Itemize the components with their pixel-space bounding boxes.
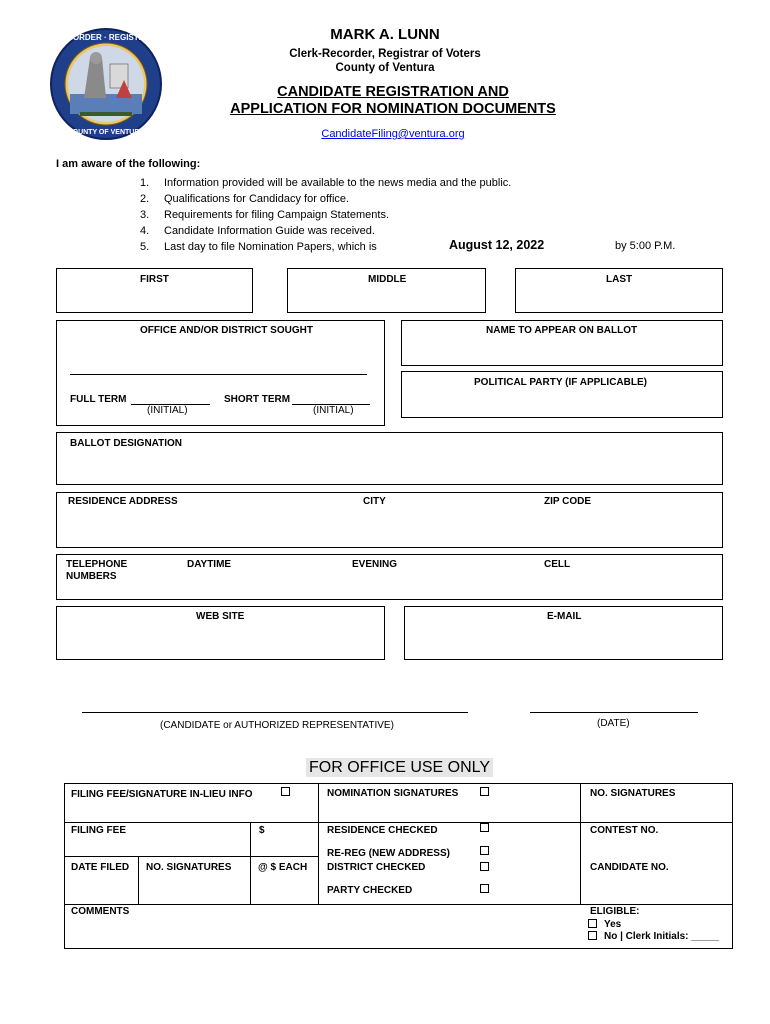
clerk-office: Clerk-Recorder, Registrar of Voters <box>289 48 481 60</box>
last-name-label: LAST <box>606 274 633 285</box>
residence-checked-label: RESIDENCE CHECKED <box>327 825 438 836</box>
awareness-heading: I am aware of the following: <box>56 158 201 170</box>
eligible-yes-checkbox[interactable] <box>588 919 597 928</box>
website-label: WEB SITE <box>196 611 245 622</box>
rereg-label: RE-REG (NEW ADDRESS) <box>327 848 450 859</box>
list-item: 4. Candidate Information Guide was received. <box>140 225 375 237</box>
signature-caption: (CANDIDATE or AUTHORIZED REPRESENTATIVE) <box>160 720 394 731</box>
name-on-ballot-label: NAME TO APPEAR ON BALLOT <box>486 325 638 336</box>
district-checked-checkbox[interactable] <box>480 862 489 871</box>
residence-address-label: RESIDENCE ADDRESS <box>68 496 178 507</box>
office-use-heading: FOR OFFICE USE ONLY <box>306 758 493 777</box>
list-item: 1. Information provided will be available to the news media and the public. <box>140 177 512 189</box>
county-name: County of Ventura <box>335 62 435 74</box>
svg-text:RECORDER · REGISTRAR: RECORDER · REGISTRAR <box>55 33 157 42</box>
form-title-line2: APPLICATION FOR NOMINATION DOCUMENTS <box>230 101 556 117</box>
deadline-date: August 12, 2022 <box>449 238 545 252</box>
filing-fee-dollar: $ <box>259 825 265 836</box>
daytime-label: DAYTIME <box>187 559 232 570</box>
list-item: 3. Requirements for filing Campaign Statements. <box>140 209 389 221</box>
short-term-label: SHORT TERM <box>224 394 291 405</box>
cell-label: CELL <box>544 559 571 570</box>
filing-fee-sig-checkbox[interactable] <box>281 787 290 796</box>
rereg-checkbox[interactable] <box>480 846 489 855</box>
nomination-signatures-label: NOMINATION SIGNATURES <box>327 788 459 799</box>
form-title-line1: CANDIDATE REGISTRATION AND <box>277 84 509 100</box>
full-term-label: FULL TERM <box>70 394 127 405</box>
comments-label: COMMENTS <box>71 906 130 917</box>
middle-name-label: MIDDLE <box>368 274 407 285</box>
date-filed-label: DATE FILED <box>71 862 130 873</box>
no-signatures-top-label: NO. SIGNATURES <box>590 788 676 799</box>
ballot-designation-label: BALLOT DESIGNATION <box>70 438 183 449</box>
eligible-no-checkbox[interactable] <box>588 931 597 940</box>
deadline-time: by 5:00 P.M. <box>615 240 676 252</box>
date-caption: (DATE) <box>597 718 630 729</box>
svg-text:COUNTY OF VENTURA: COUNTY OF VENTURA <box>67 129 145 136</box>
political-party-label: POLITICAL PARTY (IF APPLICABLE) <box>474 377 647 388</box>
contest-no-label: CONTEST NO. <box>590 825 659 836</box>
evening-label: EVENING <box>352 559 398 570</box>
eligible-yes-label: Yes <box>604 919 622 930</box>
telephone-label: TELEPHONE NUMBERS <box>66 559 128 582</box>
city-label: CITY <box>363 496 386 507</box>
full-term-initial: (INITIAL) <box>147 405 188 416</box>
no-signatures-label: NO. SIGNATURES <box>146 862 232 873</box>
filing-fee-label: FILING FEE <box>71 825 126 836</box>
candidate-filing-email-link[interactable]: CandidateFiling@ventura.org <box>321 128 465 140</box>
office-sought-label: OFFICE AND/OR DISTRICT SOUGHT <box>140 325 313 336</box>
email-label: E-MAIL <box>547 611 582 622</box>
district-checked-label: DISTRICT CHECKED <box>327 862 426 873</box>
date-line[interactable] <box>530 712 698 713</box>
filing-fee-sig-label: FILING FEE/SIGNATURE IN-LIEU INFO <box>71 789 253 800</box>
clerk-name: MARK A. LUNN <box>330 26 440 43</box>
office-sought-line[interactable] <box>70 374 367 375</box>
candidate-no-label: CANDIDATE NO. <box>590 862 669 873</box>
residence-checked-checkbox[interactable] <box>480 823 489 832</box>
party-checked-label: PARTY CHECKED <box>327 885 413 896</box>
signature-line[interactable] <box>82 712 468 713</box>
list-item: 5. Last day to file Nomination Papers, which is <box>140 241 377 253</box>
each-label: @ $ EACH <box>258 862 308 873</box>
nomination-signatures-checkbox[interactable] <box>480 787 489 796</box>
eligible-no-label: No | Clerk Initials: _____ <box>604 931 720 942</box>
eligible-label: ELIGIBLE: <box>590 906 640 917</box>
party-checked-checkbox[interactable] <box>480 884 489 893</box>
first-name-label: FIRST <box>140 274 169 285</box>
short-term-initial: (INITIAL) <box>313 405 354 416</box>
zip-code-label: ZIP CODE <box>544 496 592 507</box>
list-item: 2. Qualifications for Candidacy for office. <box>140 193 350 205</box>
